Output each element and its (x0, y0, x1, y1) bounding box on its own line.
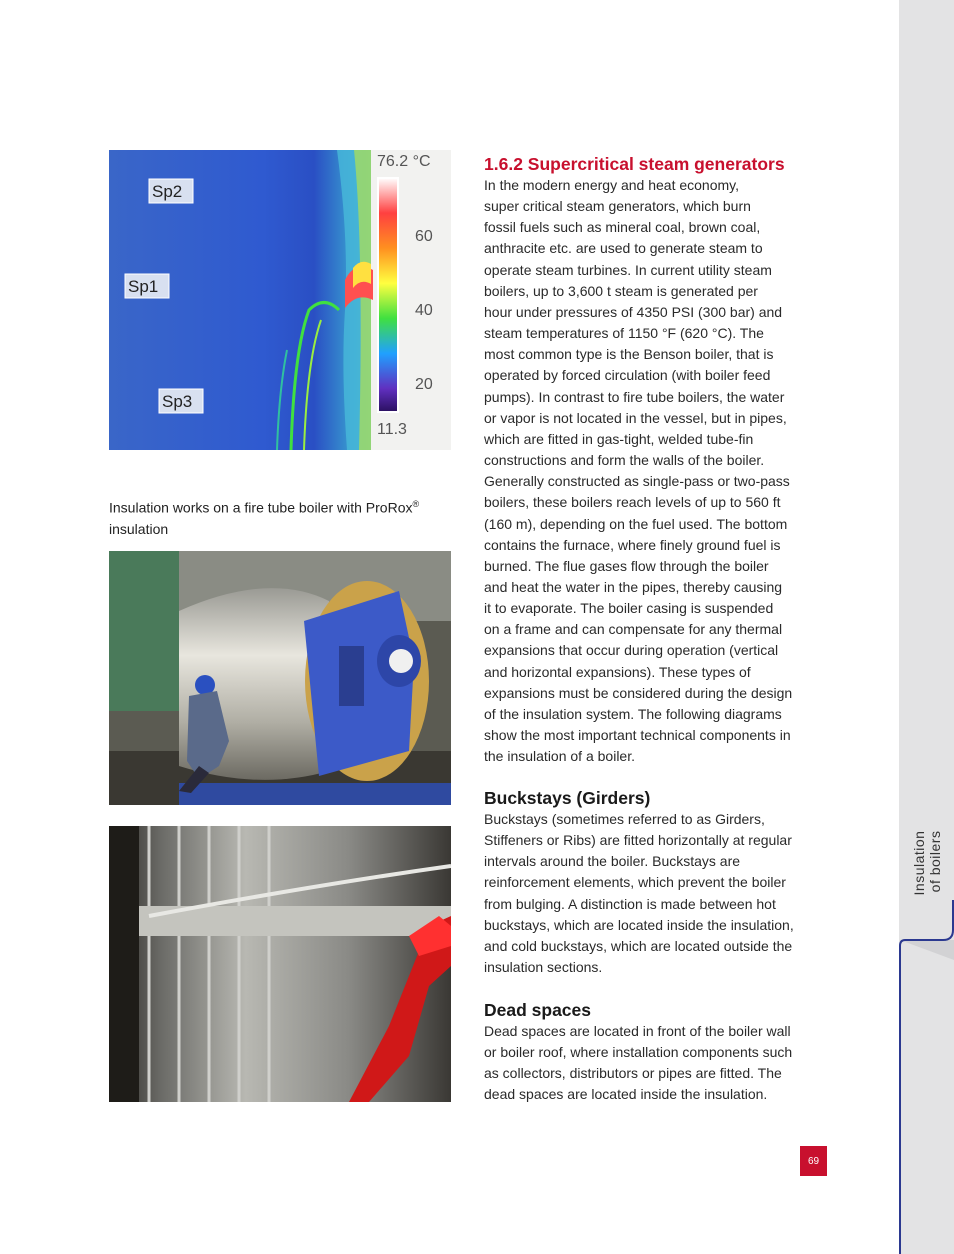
body-line: buckstays, which are located inside the insulation, (484, 916, 794, 933)
body-line: boilers, these boilers reach levels of up to 560 ft (484, 494, 781, 511)
body-line: and horizontal expansions). These types of (484, 663, 751, 680)
body-line: it to evaporate. The boiler casing is suspended (484, 600, 774, 617)
body-line: and cold buckstays, which are located outside the (484, 937, 793, 954)
section-title-supercritical: 1.6.2 Supercritical steam generators (484, 154, 785, 174)
section-title-dead-spaces: Dead spaces (484, 1000, 592, 1020)
spot-sp3: Sp3 (162, 392, 193, 411)
figure-caption (109, 494, 439, 540)
body-line: and heat the water in the pipes, thereby causing (484, 578, 783, 595)
body-line: reinforcement elements, which prevent the boiler (484, 874, 786, 891)
section-body-supercritical (484, 175, 829, 767)
section-body-dead-spaces (484, 1021, 829, 1106)
caption-text: Insulation works on a fire tube boiler with ProRox (109, 499, 413, 516)
thermal-scale-max: 76.2 °C (377, 153, 431, 170)
photo-fire-tube-boiler (109, 551, 451, 805)
body-line: fossil fuels such as mineral coal, brown coal, (484, 219, 761, 236)
caption-text-end: insulation (109, 520, 169, 537)
body-line: the insulation of a boiler. (484, 748, 635, 765)
section-label-line1: Insulation (911, 830, 927, 896)
thermal-scale-tick-40: 40 (415, 302, 433, 319)
body-line: show the most important technical components in (484, 727, 791, 744)
body-line: anthracite etc. are used to generate steam to (484, 240, 763, 257)
body-line: burned. The flue gases flow through the boiler (484, 557, 769, 574)
thermal-image (109, 150, 451, 450)
body-line: (160 m), depending on the fuel used. The bottom (484, 515, 788, 532)
body-line: steam temperatures of 1150 °F (620 °C). The (484, 325, 764, 342)
body-line: or vapor is not located in the vessel, but in pipes, (484, 409, 787, 426)
body-line: intervals around the boiler. Buckstays are (484, 853, 741, 870)
spot-sp1: Sp1 (128, 277, 159, 296)
body-line: In the modern energy and heat economy, (484, 177, 740, 193)
body-line: which are fitted in gas-tight, welded tube-fin (484, 430, 754, 447)
section-body-buckstays (484, 809, 829, 978)
section-buckstays (484, 787, 829, 978)
thermal-scale-tick-20: 20 (415, 376, 433, 393)
body-line: contains the furnace, where finely ground fuel is (484, 536, 781, 553)
body-line: Stiffeners or Ribs) are fitted horizontally at regular (484, 832, 792, 849)
section-dead-spaces (484, 999, 829, 1106)
thermal-scale-tick-60: 60 (415, 228, 433, 245)
photo-boiler-pipes (109, 826, 451, 1102)
page-number: 69 (800, 1146, 827, 1176)
body-line: from bulging. A distinction is made between hot (484, 895, 776, 912)
body-line: Dead spaces are located in front of the boiler wall (484, 1023, 791, 1039)
section-supercritical (484, 153, 829, 767)
body-line: operate steam turbines. In current utility steam (484, 261, 772, 278)
body-line: operated by forced circulation (with boiler feed (484, 367, 771, 384)
section-label (903, 824, 951, 902)
body-line: dead spaces are located inside the insulation. (484, 1086, 768, 1103)
body-line: insulation sections. (484, 959, 603, 976)
body-line: expansions must be considered during the design (484, 684, 793, 701)
section-tab-outline (895, 900, 954, 1254)
body-line: Buckstays (sometimes referred to as Girders, (484, 811, 765, 827)
body-line: super critical steam generators, which burn (484, 198, 751, 215)
thermal-scale-min: 11.3 (377, 421, 407, 438)
body-line: as collectors, distributors or pipes are fitted. The (484, 1065, 782, 1082)
body-line: most common type is the Benson boiler, that is (484, 346, 774, 363)
body-line: expansions that occur during operation (vertical (484, 642, 779, 659)
section-label-line2: of boilers (927, 830, 943, 893)
body-line: boilers, up to 3,600 t steam is generated per (484, 282, 758, 299)
body-line: on a frame and can compensate for any thermal (484, 621, 783, 638)
body-line: constructions and form the walls of the boiler. (484, 452, 765, 469)
body-line: of the insulation system. The following diagrams (484, 705, 782, 722)
body-line: or boiler roof, where installation components such (484, 1044, 793, 1061)
spot-sp2: Sp2 (152, 182, 183, 201)
body-line: Generally constructed as single-pass or two-pass (484, 473, 790, 490)
caption-registered-mark: ® (412, 499, 420, 509)
body-line: hour under pressures of 4350 PSI (300 bar) and (484, 303, 783, 320)
body-line: pumps). In contrast to fire tube boilers, the water (484, 388, 785, 405)
section-title-buckstays: Buckstays (Girders) (484, 788, 651, 808)
